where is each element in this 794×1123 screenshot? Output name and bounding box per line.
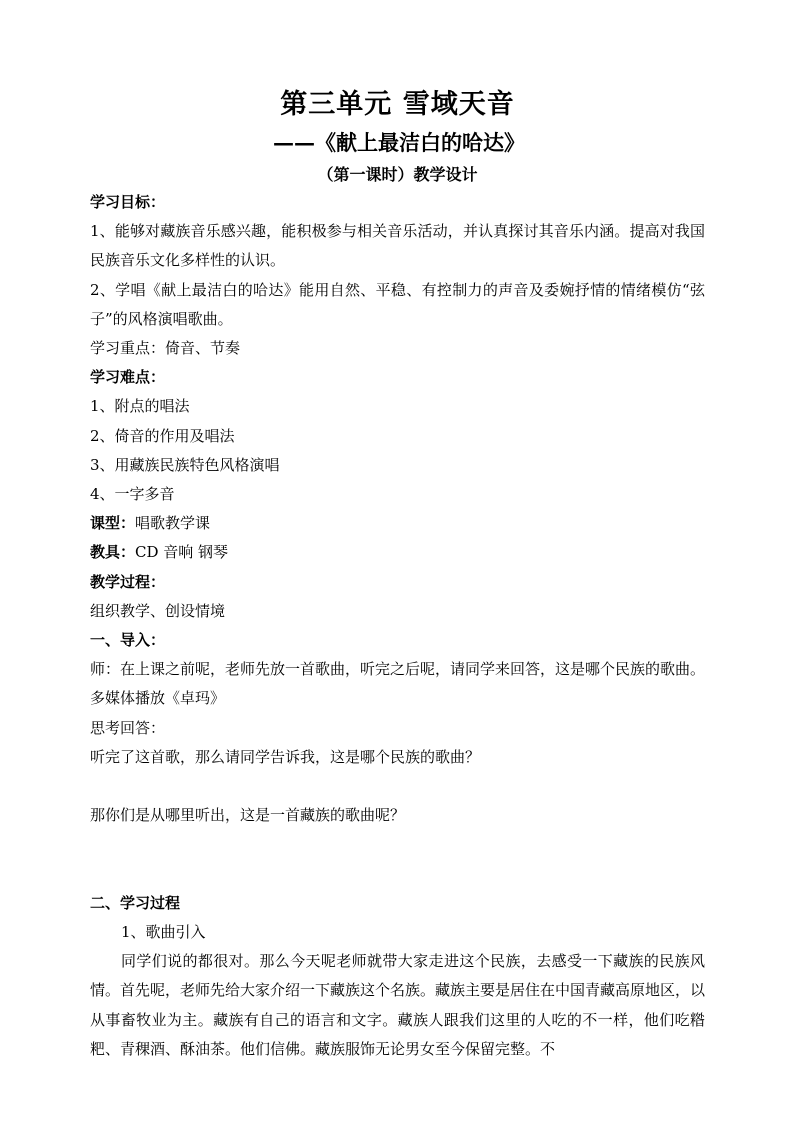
page-title: 第三单元 雪域天音 <box>280 89 515 120</box>
lesson-type-label: 课型： <box>90 514 136 533</box>
intro-heading: 一、导入： <box>90 631 166 650</box>
key-points: 学习重点：倚音、节奏 <box>90 339 241 358</box>
objective-item-1: 1、能够对藏族音乐感兴趣，能积极参与相关音乐活动，并认真探讨其音乐内涵。提高对我国民族音乐文化多样性的认识。 <box>90 222 705 270</box>
teaching-tools <box>90 538 705 567</box>
document-page <box>90 86 705 1064</box>
intro-think: 思考回答： <box>90 718 166 737</box>
difficulty-item-4: 4、一字多音 <box>90 485 175 504</box>
difficulty-item-1: 1、附点的唱法 <box>90 397 190 416</box>
intro-question-1: 听完了这首歌，那么请同学告诉我，这是哪个民族的歌曲？ <box>90 747 481 766</box>
lesson-type-value: 唱歌教学课 <box>135 514 211 533</box>
teaching-tools-label: 教具： <box>90 543 136 562</box>
lesson-type <box>90 509 705 538</box>
learning-heading: 二、学习过程 <box>90 893 181 912</box>
objective-item-2: 2、学唱《献上最洁白的哈达》能用自然、平稳、有控制力的声音及委婉抒情的情绪模仿“弦子”的风格演唱歌曲。 <box>90 280 705 328</box>
intro-question-2: 那你们是从哪里听出，这是一首藏族的歌曲呢？ <box>90 806 406 825</box>
objectives-heading: 学习目标： <box>90 193 166 211</box>
process-heading: 教学过程： <box>90 572 166 591</box>
difficulty-item-2: 2、倚音的作用及唱法 <box>90 426 235 445</box>
organize-text: 组织教学、创设情境 <box>90 601 226 620</box>
song-subtitle: ——《献上最洁白的哈达》 <box>273 130 525 155</box>
spacer <box>90 772 705 801</box>
learning-paragraph: 同学们说的都很对。那么今天呢老师就带大家走进这个民族，去感受一下藏族的民族风情。首先呢，老师先给大家介绍一下藏族这个名族。藏族主要是居住在中国青藏高原地区，以从事畜牧业为主。藏族有自己的语言和文字。藏族人跟我们这里的人吃的不一样，他们吃糌粑、青稞酒、酥油茶。他们信佛。藏族服饰无论男女至今保留完整。不 <box>90 952 706 1058</box>
difficulty-item-3: 3、用藏族民族特色风格演唱 <box>90 455 280 474</box>
spacer <box>90 860 705 889</box>
teaching-tools-value: CD 音响 钢琴 <box>135 543 229 562</box>
spacer <box>90 830 705 859</box>
intro-teacher-text: 师：在上课之前呢，老师先放一首歌曲，听完之后呢，请同学来回答，这是哪个民族的歌曲。多媒体播放《卓玛》 <box>90 660 706 708</box>
learning-subheading: 1、歌曲引入 <box>121 923 206 942</box>
difficulties-heading: 学习难点： <box>90 368 166 387</box>
lesson-label: （第一课时）教学设计 <box>317 165 478 184</box>
